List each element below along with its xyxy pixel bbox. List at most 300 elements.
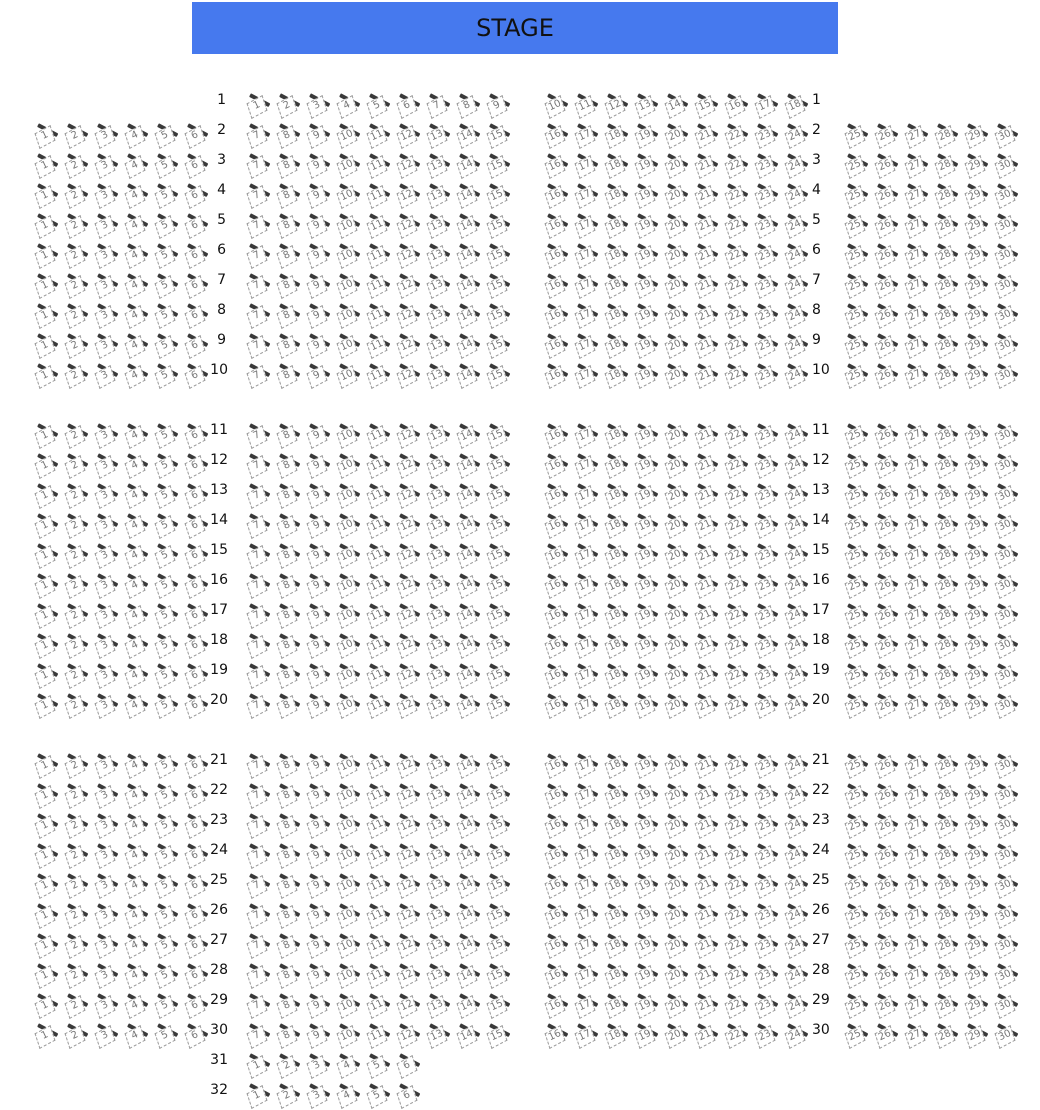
seat[interactable] (994, 810, 1020, 836)
seat[interactable] (754, 180, 780, 206)
seat[interactable] (784, 510, 810, 536)
seat[interactable] (306, 120, 332, 146)
seat[interactable] (844, 330, 870, 356)
seat[interactable] (486, 360, 512, 386)
seat[interactable] (544, 240, 570, 266)
seat[interactable] (574, 810, 600, 836)
seat[interactable] (844, 120, 870, 146)
seat[interactable] (306, 330, 332, 356)
seat[interactable] (246, 510, 272, 536)
seat[interactable] (964, 240, 990, 266)
seat[interactable] (874, 690, 900, 716)
seat[interactable] (694, 630, 720, 656)
seat[interactable] (784, 330, 810, 356)
seat[interactable] (276, 780, 302, 806)
seat[interactable] (486, 630, 512, 656)
seat[interactable] (694, 330, 720, 356)
seat[interactable] (874, 960, 900, 986)
seat[interactable] (994, 690, 1020, 716)
seat[interactable] (396, 990, 422, 1016)
seat[interactable] (34, 210, 60, 236)
seat[interactable] (276, 960, 302, 986)
seat[interactable] (456, 120, 482, 146)
seat[interactable] (396, 480, 422, 506)
seat[interactable] (634, 600, 660, 626)
seat[interactable] (426, 870, 452, 896)
seat[interactable] (904, 570, 930, 596)
seat[interactable] (276, 270, 302, 296)
seat[interactable] (754, 960, 780, 986)
seat[interactable] (874, 270, 900, 296)
seat[interactable] (94, 180, 120, 206)
seat[interactable] (964, 480, 990, 506)
seat[interactable] (964, 570, 990, 596)
seat[interactable] (246, 870, 272, 896)
seat[interactable] (544, 570, 570, 596)
seat[interactable] (426, 90, 452, 116)
seat[interactable] (154, 900, 180, 926)
seat[interactable] (64, 300, 90, 326)
seat[interactable] (486, 240, 512, 266)
seat[interactable] (784, 630, 810, 656)
seat[interactable] (934, 930, 960, 956)
seat[interactable] (34, 300, 60, 326)
seat[interactable] (124, 600, 150, 626)
seat[interactable] (664, 360, 690, 386)
seat[interactable] (246, 330, 272, 356)
seat[interactable] (604, 210, 630, 236)
seat[interactable] (34, 600, 60, 626)
seat[interactable] (964, 900, 990, 926)
seat[interactable] (154, 180, 180, 206)
seat[interactable] (904, 750, 930, 776)
seat[interactable] (574, 690, 600, 716)
seat[interactable] (426, 930, 452, 956)
seat[interactable] (994, 960, 1020, 986)
seat[interactable] (664, 660, 690, 686)
seat[interactable] (694, 300, 720, 326)
seat[interactable] (634, 480, 660, 506)
seat[interactable] (964, 1020, 990, 1046)
seat[interactable] (34, 540, 60, 566)
seat[interactable] (456, 360, 482, 386)
seat[interactable] (964, 360, 990, 386)
seat[interactable] (366, 690, 392, 716)
seat[interactable] (366, 660, 392, 686)
seat[interactable] (754, 360, 780, 386)
seat[interactable] (784, 960, 810, 986)
seat[interactable] (784, 1020, 810, 1046)
seat[interactable] (964, 270, 990, 296)
seat[interactable] (456, 510, 482, 536)
seat[interactable] (124, 180, 150, 206)
seat[interactable] (336, 1050, 362, 1076)
seat[interactable] (874, 510, 900, 536)
seat[interactable] (604, 240, 630, 266)
seat[interactable] (124, 1020, 150, 1046)
seat[interactable] (844, 900, 870, 926)
seat[interactable] (874, 1020, 900, 1046)
seat[interactable] (246, 1020, 272, 1046)
seat[interactable] (574, 930, 600, 956)
seat[interactable] (604, 510, 630, 536)
seat[interactable] (396, 540, 422, 566)
seat[interactable] (426, 660, 452, 686)
seat[interactable] (306, 150, 332, 176)
seat[interactable] (604, 480, 630, 506)
seat[interactable] (934, 570, 960, 596)
seat[interactable] (456, 630, 482, 656)
seat[interactable] (754, 270, 780, 296)
seat[interactable] (754, 870, 780, 896)
seat[interactable] (34, 150, 60, 176)
seat[interactable] (486, 300, 512, 326)
seat[interactable] (336, 90, 362, 116)
seat[interactable] (154, 870, 180, 896)
seat[interactable] (994, 120, 1020, 146)
seat[interactable] (154, 150, 180, 176)
seat[interactable] (634, 810, 660, 836)
seat[interactable] (574, 600, 600, 626)
seat[interactable] (124, 570, 150, 596)
seat[interactable] (724, 930, 750, 956)
seat[interactable] (336, 660, 362, 686)
seat[interactable] (724, 270, 750, 296)
seat[interactable] (964, 330, 990, 356)
seat[interactable] (994, 420, 1020, 446)
seat[interactable] (336, 840, 362, 866)
seat[interactable] (456, 210, 482, 236)
seat[interactable] (336, 780, 362, 806)
seat[interactable] (396, 420, 422, 446)
seat[interactable] (366, 750, 392, 776)
seat[interactable] (724, 840, 750, 866)
seat[interactable] (904, 840, 930, 866)
seat[interactable] (154, 750, 180, 776)
seat[interactable] (994, 900, 1020, 926)
seat[interactable] (64, 330, 90, 356)
seat[interactable] (784, 240, 810, 266)
seat[interactable] (306, 420, 332, 446)
seat[interactable] (664, 210, 690, 236)
seat[interactable] (934, 960, 960, 986)
seat[interactable] (544, 900, 570, 926)
seat[interactable] (124, 420, 150, 446)
seat[interactable] (844, 870, 870, 896)
seat[interactable] (874, 330, 900, 356)
seat[interactable] (544, 1020, 570, 1046)
seat[interactable] (874, 660, 900, 686)
seat[interactable] (366, 120, 392, 146)
seat[interactable] (34, 840, 60, 866)
seat[interactable] (64, 690, 90, 716)
seat[interactable] (994, 240, 1020, 266)
seat[interactable] (634, 660, 660, 686)
seat[interactable] (874, 630, 900, 656)
seat[interactable] (154, 1020, 180, 1046)
seat[interactable] (154, 570, 180, 596)
seat[interactable] (426, 570, 452, 596)
seat[interactable] (994, 480, 1020, 506)
seat[interactable] (306, 510, 332, 536)
seat[interactable] (456, 990, 482, 1016)
seat[interactable] (544, 660, 570, 686)
seat[interactable] (754, 480, 780, 506)
seat[interactable] (306, 600, 332, 626)
seat[interactable] (456, 150, 482, 176)
seat[interactable] (426, 300, 452, 326)
seat[interactable] (486, 690, 512, 716)
seat[interactable] (94, 930, 120, 956)
seat[interactable] (94, 960, 120, 986)
seat[interactable] (456, 870, 482, 896)
seat[interactable] (124, 330, 150, 356)
seat[interactable] (934, 510, 960, 536)
seat[interactable] (486, 420, 512, 446)
seat[interactable] (994, 540, 1020, 566)
seat[interactable] (604, 960, 630, 986)
seat[interactable] (456, 1020, 482, 1046)
seat[interactable] (934, 900, 960, 926)
seat[interactable] (574, 90, 600, 116)
seat[interactable] (64, 540, 90, 566)
seat[interactable] (934, 630, 960, 656)
seat[interactable] (964, 150, 990, 176)
seat[interactable] (246, 630, 272, 656)
seat[interactable] (784, 990, 810, 1016)
seat[interactable] (456, 900, 482, 926)
seat[interactable] (724, 1020, 750, 1046)
seat[interactable] (694, 840, 720, 866)
seat[interactable] (64, 480, 90, 506)
seat[interactable] (94, 210, 120, 236)
seat[interactable] (426, 270, 452, 296)
seat[interactable] (64, 510, 90, 536)
seat[interactable] (694, 930, 720, 956)
seat[interactable] (276, 90, 302, 116)
seat[interactable] (34, 810, 60, 836)
seat[interactable] (844, 240, 870, 266)
seat[interactable] (366, 210, 392, 236)
seat[interactable] (276, 750, 302, 776)
seat[interactable] (64, 1020, 90, 1046)
seat[interactable] (724, 690, 750, 716)
seat[interactable] (964, 210, 990, 236)
seat[interactable] (574, 540, 600, 566)
seat[interactable] (604, 930, 630, 956)
seat[interactable] (574, 480, 600, 506)
seat[interactable] (456, 330, 482, 356)
seat[interactable] (486, 750, 512, 776)
seat[interactable] (934, 990, 960, 1016)
seat[interactable] (426, 180, 452, 206)
seat[interactable] (904, 480, 930, 506)
seat[interactable] (874, 900, 900, 926)
seat[interactable] (426, 120, 452, 146)
seat[interactable] (664, 150, 690, 176)
seat[interactable] (874, 180, 900, 206)
seat[interactable] (94, 630, 120, 656)
seat[interactable] (34, 240, 60, 266)
seat[interactable] (694, 90, 720, 116)
seat[interactable] (694, 240, 720, 266)
seat[interactable] (336, 570, 362, 596)
seat[interactable] (694, 660, 720, 686)
seat[interactable] (964, 600, 990, 626)
seat[interactable] (154, 990, 180, 1016)
seat[interactable] (904, 900, 930, 926)
seat[interactable] (276, 1050, 302, 1076)
seat[interactable] (64, 960, 90, 986)
seat[interactable] (634, 840, 660, 866)
seat[interactable] (64, 900, 90, 926)
seat[interactable] (456, 90, 482, 116)
seat[interactable] (276, 150, 302, 176)
seat[interactable] (754, 780, 780, 806)
seat[interactable] (574, 420, 600, 446)
seat[interactable] (64, 360, 90, 386)
seat[interactable] (396, 690, 422, 716)
seat[interactable] (694, 180, 720, 206)
seat[interactable] (664, 750, 690, 776)
seat[interactable] (426, 450, 452, 476)
seat[interactable] (426, 540, 452, 566)
seat[interactable] (934, 810, 960, 836)
seat[interactable] (664, 840, 690, 866)
seat[interactable] (396, 270, 422, 296)
seat[interactable] (276, 600, 302, 626)
seat[interactable] (544, 990, 570, 1016)
seat[interactable] (544, 870, 570, 896)
seat[interactable] (784, 450, 810, 476)
seat[interactable] (306, 90, 332, 116)
seat[interactable] (456, 930, 482, 956)
seat[interactable] (544, 360, 570, 386)
seat[interactable] (724, 90, 750, 116)
seat[interactable] (604, 780, 630, 806)
seat[interactable] (94, 690, 120, 716)
seat[interactable] (306, 660, 332, 686)
seat[interactable] (574, 630, 600, 656)
seat[interactable] (306, 1080, 332, 1106)
seat[interactable] (964, 510, 990, 536)
seat[interactable] (456, 420, 482, 446)
seat[interactable] (154, 120, 180, 146)
seat[interactable] (604, 120, 630, 146)
seat[interactable] (784, 480, 810, 506)
seat[interactable] (366, 450, 392, 476)
seat[interactable] (336, 750, 362, 776)
seat[interactable] (544, 510, 570, 536)
seat[interactable] (634, 510, 660, 536)
seat[interactable] (904, 540, 930, 566)
seat[interactable] (64, 420, 90, 446)
seat[interactable] (34, 780, 60, 806)
seat[interactable] (124, 990, 150, 1016)
seat[interactable] (94, 810, 120, 836)
seat[interactable] (486, 990, 512, 1016)
seat[interactable] (754, 1020, 780, 1046)
seat[interactable] (874, 570, 900, 596)
seat[interactable] (426, 240, 452, 266)
seat[interactable] (994, 150, 1020, 176)
seat[interactable] (94, 480, 120, 506)
seat[interactable] (276, 480, 302, 506)
seat[interactable] (874, 450, 900, 476)
seat[interactable] (306, 1020, 332, 1046)
seat[interactable] (64, 750, 90, 776)
seat[interactable] (306, 210, 332, 236)
seat[interactable] (64, 840, 90, 866)
seat[interactable] (544, 960, 570, 986)
seat[interactable] (366, 1080, 392, 1106)
seat[interactable] (544, 630, 570, 656)
seat[interactable] (246, 780, 272, 806)
seat[interactable] (64, 240, 90, 266)
seat[interactable] (574, 270, 600, 296)
seat[interactable] (34, 660, 60, 686)
seat[interactable] (664, 690, 690, 716)
seat[interactable] (426, 150, 452, 176)
seat[interactable] (604, 360, 630, 386)
seat[interactable] (634, 690, 660, 716)
seat[interactable] (934, 270, 960, 296)
seat[interactable] (574, 180, 600, 206)
seat[interactable] (486, 90, 512, 116)
seat[interactable] (246, 600, 272, 626)
seat[interactable] (94, 300, 120, 326)
seat[interactable] (844, 300, 870, 326)
seat[interactable] (306, 180, 332, 206)
seat[interactable] (246, 810, 272, 836)
seat[interactable] (784, 840, 810, 866)
seat[interactable] (34, 360, 60, 386)
seat[interactable] (604, 450, 630, 476)
seat[interactable] (664, 930, 690, 956)
seat[interactable] (694, 570, 720, 596)
seat[interactable] (664, 480, 690, 506)
seat[interactable] (396, 960, 422, 986)
seat[interactable] (634, 450, 660, 476)
seat[interactable] (94, 870, 120, 896)
seat[interactable] (904, 960, 930, 986)
seat[interactable] (276, 660, 302, 686)
seat[interactable] (694, 420, 720, 446)
seat[interactable] (694, 150, 720, 176)
seat[interactable] (664, 510, 690, 536)
seat[interactable] (486, 480, 512, 506)
seat[interactable] (246, 180, 272, 206)
seat[interactable] (784, 360, 810, 386)
seat[interactable] (154, 360, 180, 386)
seat[interactable] (366, 900, 392, 926)
seat[interactable] (366, 540, 392, 566)
seat[interactable] (544, 810, 570, 836)
seat[interactable] (366, 840, 392, 866)
seat[interactable] (486, 870, 512, 896)
seat[interactable] (426, 900, 452, 926)
seat[interactable] (456, 450, 482, 476)
seat[interactable] (544, 690, 570, 716)
seat[interactable] (994, 990, 1020, 1016)
seat[interactable] (964, 690, 990, 716)
seat[interactable] (396, 120, 422, 146)
seat[interactable] (904, 930, 930, 956)
seat[interactable] (634, 750, 660, 776)
seat[interactable] (724, 330, 750, 356)
seat[interactable] (486, 570, 512, 596)
seat[interactable] (664, 1020, 690, 1046)
